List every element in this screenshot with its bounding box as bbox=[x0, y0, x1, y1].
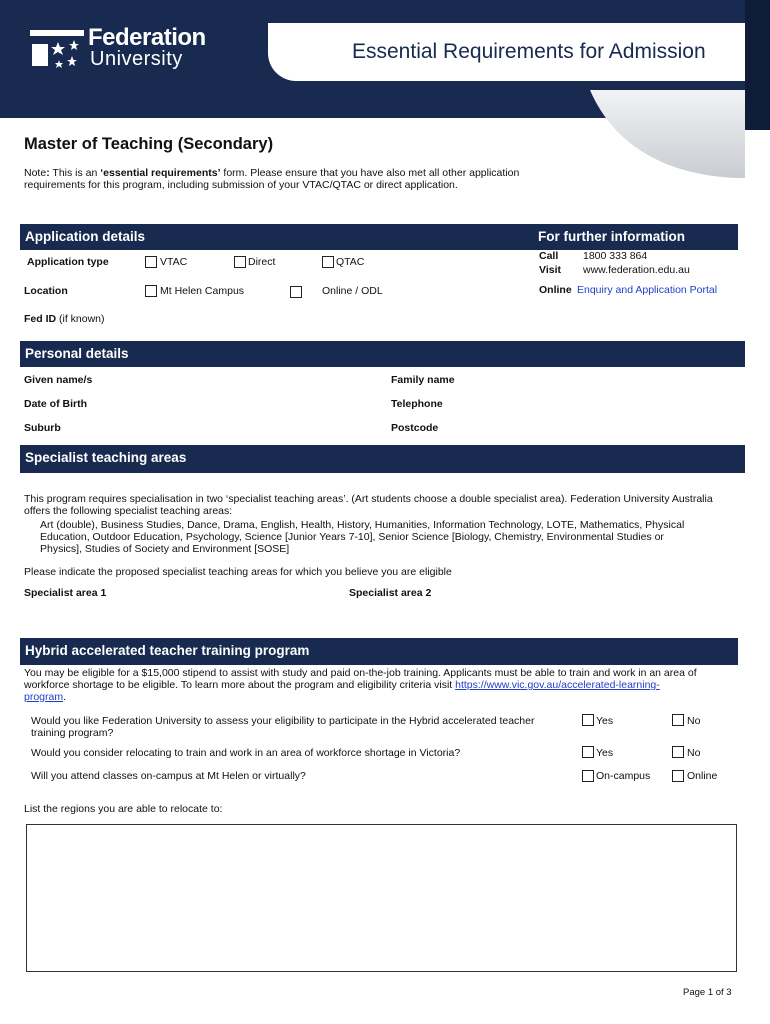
q3-online-checkbox[interactable] bbox=[672, 770, 684, 782]
qtac-checkbox[interactable] bbox=[322, 256, 334, 268]
q1-no-checkbox[interactable] bbox=[672, 714, 684, 726]
specialist-area-2-label[interactable]: Specialist area 2 bbox=[349, 587, 432, 599]
mt-helen-checkbox[interactable] bbox=[145, 285, 157, 297]
application-type-label: Application type bbox=[27, 256, 109, 268]
suburb-label[interactable]: Suburb bbox=[24, 422, 61, 434]
given-name-label[interactable]: Given name/s bbox=[24, 374, 93, 386]
note-emphasis: ‘essential requirements’ bbox=[100, 167, 221, 179]
q1-yes-checkbox[interactable] bbox=[582, 714, 594, 726]
question-1-line-2: training program? bbox=[31, 727, 114, 739]
personal-details-header bbox=[20, 341, 745, 367]
call-label: Call bbox=[539, 250, 559, 262]
online-odl-label: Online / ODL bbox=[322, 285, 383, 297]
hybrid-program-heading: Hybrid accelerated teacher training program bbox=[25, 643, 310, 658]
dob-label[interactable]: Date of Birth bbox=[24, 398, 87, 410]
direct-label: Direct bbox=[248, 256, 276, 268]
note-prefix: Note bbox=[24, 167, 47, 179]
fed-id-hint: (if known) bbox=[56, 313, 105, 325]
hybrid-para-line-1: You may be eligible for a $15,000 stipend to assist with study and paid on-the-job training. Applicants must be able to train and work in an area of bbox=[24, 667, 697, 679]
specialist-list-line-2: Education, Outdoor Education, Psychology, Science [Junior Years 7-10], Senior Science [Biology, Chemistry, Environmental Studies or bbox=[40, 531, 664, 543]
personal-details-heading: Personal details bbox=[25, 346, 129, 361]
hybrid-para-line-2-text: workforce shortage to be eligible. To learn more about the program and eligibility criteria visit bbox=[24, 679, 456, 691]
note-colon: : bbox=[46, 167, 50, 179]
further-info-heading: For further information bbox=[538, 229, 685, 244]
note-text-2: form. Please ensure that you have also met all other application bbox=[220, 167, 520, 179]
program-title: Master of Teaching (Secondary) bbox=[24, 135, 274, 153]
q3-online-label: Online bbox=[687, 770, 718, 782]
location-label: Location bbox=[24, 285, 68, 297]
document-title: Essential Requirements for Admission bbox=[352, 40, 706, 63]
vtac-label: VTAC bbox=[160, 256, 188, 268]
specialist-indicate-text: Please indicate the proposed specialist teaching areas for which you believe you are eligible bbox=[24, 566, 452, 578]
page-number: Page 1 of 3 bbox=[683, 987, 732, 998]
note-text-1: This is an bbox=[49, 167, 101, 179]
online-odl-checkbox[interactable] bbox=[290, 286, 302, 298]
hybrid-para-period: . bbox=[63, 691, 67, 703]
visit-label: Visit bbox=[539, 264, 561, 276]
direct-checkbox[interactable] bbox=[234, 256, 246, 268]
fed-id-field[interactable] bbox=[24, 313, 105, 325]
specialist-list-line-3: Physics], Studies of Society and Environment [SOSE] bbox=[40, 543, 290, 555]
qtac-label: QTAC bbox=[336, 256, 365, 268]
specialist-area-1-label[interactable]: Specialist area 1 bbox=[24, 587, 107, 599]
regions-textarea[interactable] bbox=[26, 824, 737, 972]
q2-yes-label: Yes bbox=[596, 747, 614, 759]
hybrid-para-line-3 bbox=[24, 691, 66, 703]
stars-icon bbox=[28, 26, 86, 70]
specialist-areas-header bbox=[20, 445, 745, 473]
regions-label: List the regions you are able to relocate to: bbox=[24, 803, 223, 815]
vic-gov-link-part-1[interactable]: https://www.vic.gov.au/accelerated-learning- bbox=[455, 679, 660, 691]
specialist-para-line-1: This program requires specialisation in two ‘specialist teaching areas’. (Art students choose a double specialist area). Federation University Australia bbox=[24, 493, 713, 505]
vic-gov-link-part-2[interactable]: program bbox=[24, 691, 64, 703]
hybrid-program-header bbox=[20, 638, 738, 665]
header-curve-decoration bbox=[580, 70, 770, 180]
call-value: 1800 333 864 bbox=[583, 250, 648, 262]
q1-no-label: No bbox=[687, 715, 701, 727]
application-details-header bbox=[20, 224, 738, 250]
hybrid-para-line-2 bbox=[24, 679, 660, 691]
vtac-checkbox[interactable] bbox=[145, 256, 157, 268]
family-name-label[interactable]: Family name bbox=[391, 374, 455, 386]
specialist-areas-heading: Specialist teaching areas bbox=[25, 450, 187, 465]
q1-yes-label: Yes bbox=[596, 715, 614, 727]
q3-oncampus-checkbox[interactable] bbox=[582, 770, 594, 782]
online-label: Online bbox=[539, 284, 572, 296]
telephone-label[interactable]: Telephone bbox=[391, 398, 443, 410]
federation-logo bbox=[28, 24, 218, 74]
visit-value: www.federation.edu.au bbox=[583, 264, 690, 276]
enquiry-portal-link[interactable]: Enquiry and Application Portal bbox=[577, 284, 718, 296]
postcode-label[interactable]: Postcode bbox=[391, 422, 439, 434]
q2-yes-checkbox[interactable] bbox=[582, 746, 594, 758]
logo-university-text: University bbox=[90, 48, 183, 70]
question-2: Would you consider relocating to train and work in an area of workforce shortage in Victoria? bbox=[31, 747, 461, 759]
note-line-2: requirements for this program, including submission of your VTAC/QTAC or direct application. bbox=[24, 179, 458, 191]
question-1-line-1: Would you like Federation University to assess your eligibility to participate in the Hybrid accelerated teacher bbox=[31, 715, 535, 727]
q2-no-checkbox[interactable] bbox=[672, 746, 684, 758]
note-line-1 bbox=[24, 167, 519, 179]
q3-oncampus-label: On-campus bbox=[596, 770, 651, 782]
logo-federation-text: Federation bbox=[88, 24, 206, 51]
specialist-list-line-1: Art (double), Business Studies, Dance, Drama, English, Health, History, Humanities, Information Technology, LOTE, Mathematics, Physical bbox=[40, 519, 685, 531]
fed-id-label: Fed ID bbox=[24, 313, 57, 325]
application-details-heading: Application details bbox=[25, 229, 146, 244]
mt-helen-label: Mt Helen Campus bbox=[160, 285, 245, 297]
q2-no-label: No bbox=[687, 747, 701, 759]
specialist-para-line-2: offers the following specialist teaching areas: bbox=[24, 505, 233, 517]
question-3: Will you attend classes on-campus at Mt Helen or virtually? bbox=[31, 770, 306, 782]
